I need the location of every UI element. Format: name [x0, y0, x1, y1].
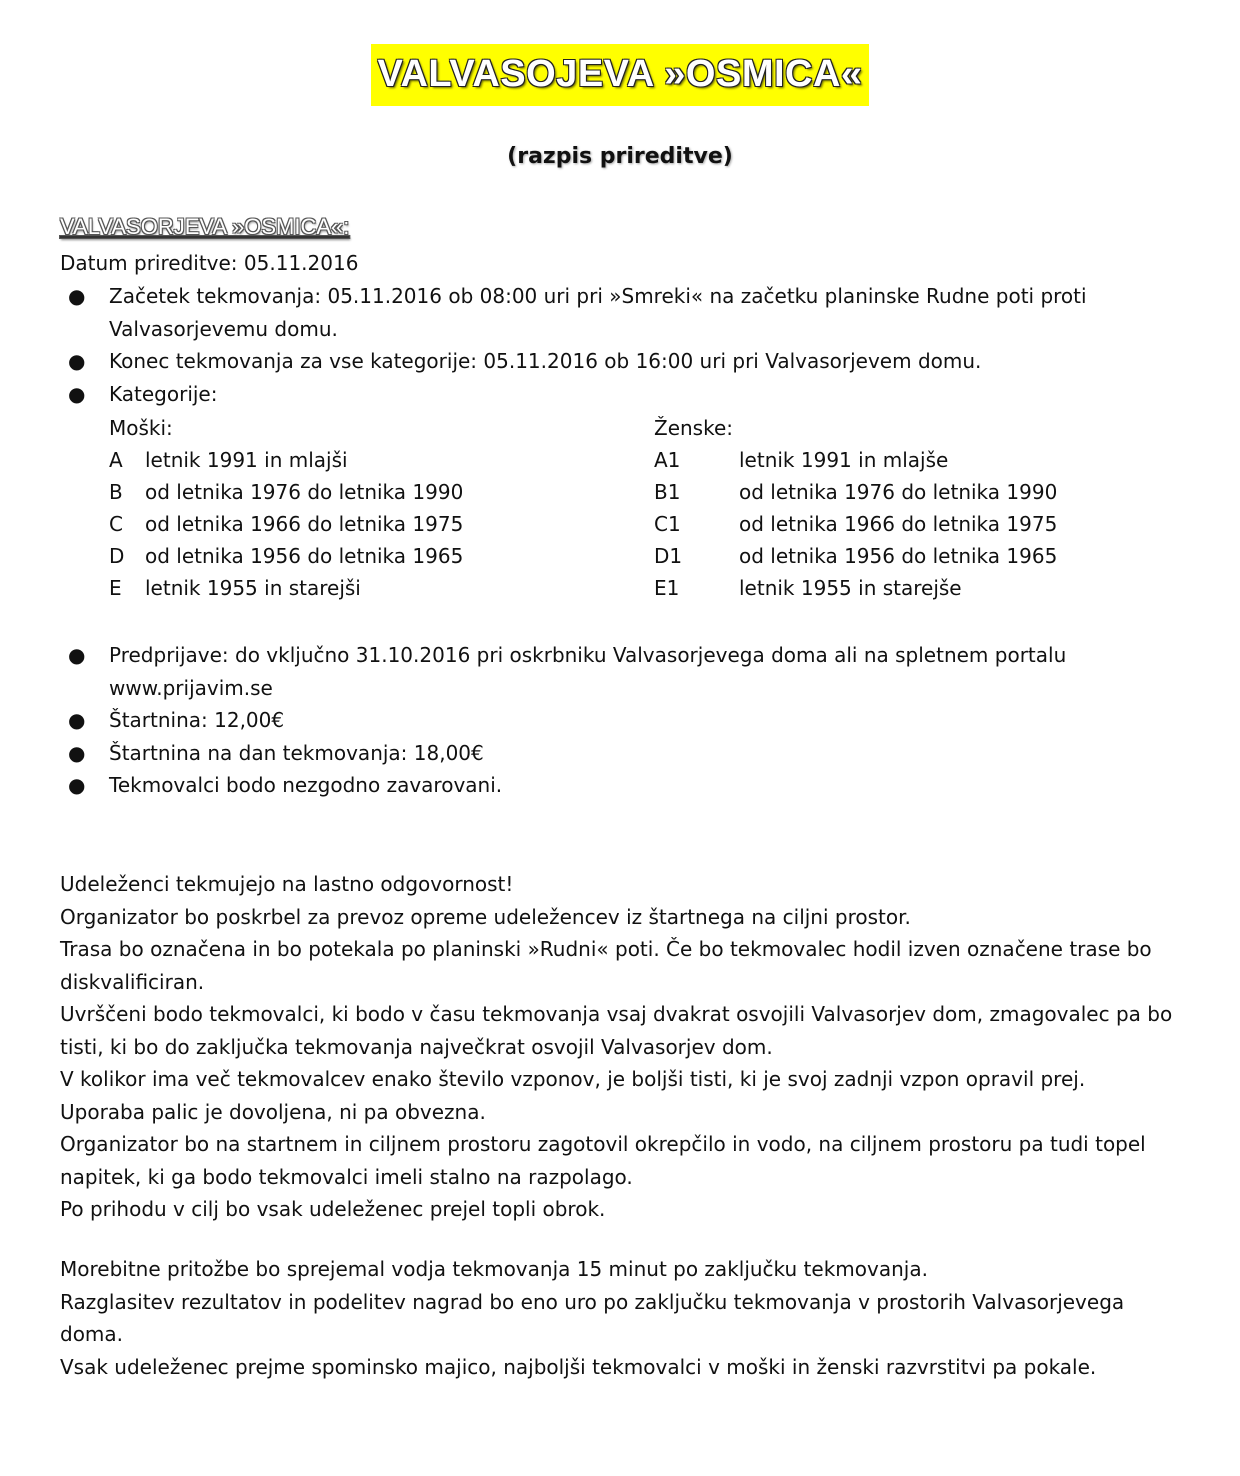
paragraph: Vsak udeleženec prejme spominsko majico, najboljši tekmovalci v moški in ženski razvrstitvi pa pokale. [60, 1354, 1097, 1379]
category-code: B [109, 480, 123, 504]
category-label: letnik 1955 in starejše [739, 576, 962, 600]
paragraph: Organizator bo poskrbel za prevoz opreme udeležencev iz štartnega na ciljni prostor. [60, 904, 911, 929]
rules-paragraphs [60, 868, 1190, 1226]
category-row [109, 508, 629, 540]
category-row [654, 444, 1174, 476]
list-item [60, 769, 1180, 802]
category-code: A1 [654, 448, 681, 472]
bullet-icon: ● [68, 643, 86, 667]
category-code: C1 [654, 512, 681, 536]
list-item [60, 280, 1180, 345]
category-code: B1 [654, 480, 681, 504]
category-label: od letnika 1976 do letnika 1990 [739, 480, 1058, 504]
category-row [654, 476, 1174, 508]
category-row [654, 572, 1174, 604]
list-item [60, 345, 1180, 378]
list-item [60, 737, 1180, 770]
men-heading: Moški: [109, 416, 173, 440]
title-container [0, 44, 1240, 106]
category-row [109, 444, 629, 476]
category-label: letnik 1955 in starejši [145, 576, 361, 600]
category-label: od letnika 1956 do letnika 1965 [739, 544, 1058, 568]
women-heading: Ženske: [654, 416, 734, 440]
women-categories [654, 412, 1174, 604]
list-item [60, 704, 1180, 737]
category-label: od letnika 1976 do letnika 1990 [145, 480, 464, 504]
paragraph: Morebitne pritožbe bo sprejemal vodja tekmovanja 15 minut po zaključku tekmovanja. [60, 1257, 928, 1281]
category-code: C [109, 512, 123, 536]
closing-paragraphs [60, 1253, 1190, 1383]
paragraph: Po prihodu v cilj bo vsak udeleženec prejel topli obrok. [60, 1197, 606, 1221]
category-row [654, 540, 1174, 572]
category-row [109, 540, 629, 572]
paragraph: Uporaba palic je dovoljena, ni pa obvezna. [60, 1099, 486, 1124]
category-label: od letnika 1966 do letnika 1975 [739, 512, 1058, 536]
category-row [109, 476, 629, 508]
list-item-text: Štartnina na dan tekmovanja: 18,00€ [109, 740, 484, 765]
category-label: letnik 1991 in mlajši [145, 448, 348, 472]
document-subtitle: (razpis prireditve) [507, 144, 733, 169]
category-code: D [109, 544, 125, 568]
info-list-top [60, 280, 1180, 410]
bullet-icon: ● [68, 773, 86, 797]
list-item-text: Tekmovalci bodo nezgodno zavarovani. [109, 773, 503, 797]
paragraph: Razglasitev rezultatov in podelitev nagrad bo eno uro po zaključku tekmovanja v prostorih Valvasorjevega doma. [60, 1289, 1125, 1346]
category-code: E1 [654, 576, 680, 600]
list-item [60, 378, 1180, 411]
list-item-text: Štartnina: 12,00€ [109, 708, 285, 732]
men-categories [109, 412, 629, 604]
list-item-text: Konec tekmovanja za vse kategorije: 05.11.2016 ob 16:00 uri pri Valvasorjevem domu. [109, 349, 982, 373]
paragraph: Uvrščeni bodo tekmovalci, ki bodo v času tekmovanja vsaj dvakrat osvojili Valvasorjev dom, zmagovalec pa bo tisti, ki bo do zaključka tekmovanja največkrat osvojil Valvasorjev dom. [60, 1002, 1173, 1059]
paragraph: Trasa bo označena in bo potekala po planinski »Rudni« poti. Če bo tekmovalec hodil izven označene trase bo diskvalificiran. [60, 937, 1152, 994]
event-date: Datum prireditve: 05.11.2016 [60, 251, 359, 275]
list-item [60, 639, 1180, 704]
list-item-text: Predprijave: do vključno 31.10.2016 pri oskrbniku Valvasorjevega doma ali na spletnem portalu www.prijavim.se [109, 643, 1067, 700]
category-code: A [109, 448, 123, 472]
category-row [109, 572, 629, 604]
bullet-icon: ● [68, 740, 86, 765]
paragraph: Organizator bo na startnem in ciljnem prostoru zagotovil okrepčilo in vodo, na ciljnem prostoru pa tudi topel napitek, ki ga bodo tekmovalci imeli stalno na razpolago. [60, 1132, 1146, 1189]
info-list-bottom [60, 639, 1180, 802]
paragraph: V kolikor ima več tekmovalcev enako število vzponov, je boljši tisti, ki je svoj zadnji vzpon opravil prej. [60, 1067, 1086, 1091]
list-item-text: Začetek tekmovanja: 05.11.2016 ob 08:00 uri pri »Smreki« na začetku planinske Rudne poti proti Valvasorjevemu domu. [109, 284, 1087, 341]
category-code: D1 [654, 544, 683, 568]
bullet-icon: ● [68, 381, 86, 406]
category-label: od letnika 1956 do letnika 1965 [145, 544, 464, 568]
list-item-text: Kategorije: [109, 381, 218, 406]
category-code: E [109, 576, 122, 600]
category-label: letnik 1991 in mlajše [739, 448, 949, 472]
bullet-icon: ● [68, 349, 86, 373]
bullet-icon: ● [68, 708, 86, 732]
bullet-icon: ● [68, 284, 86, 308]
paragraph: Udeleženci tekmujejo na lastno odgovornost! [60, 872, 514, 896]
document-title: VALVASOJEVA »OSMICA« [371, 44, 868, 106]
section-heading: VALVASORJEVA »OSMICA«: [60, 214, 350, 239]
category-label: od letnika 1966 do letnika 1975 [145, 512, 464, 536]
category-row [654, 508, 1174, 540]
